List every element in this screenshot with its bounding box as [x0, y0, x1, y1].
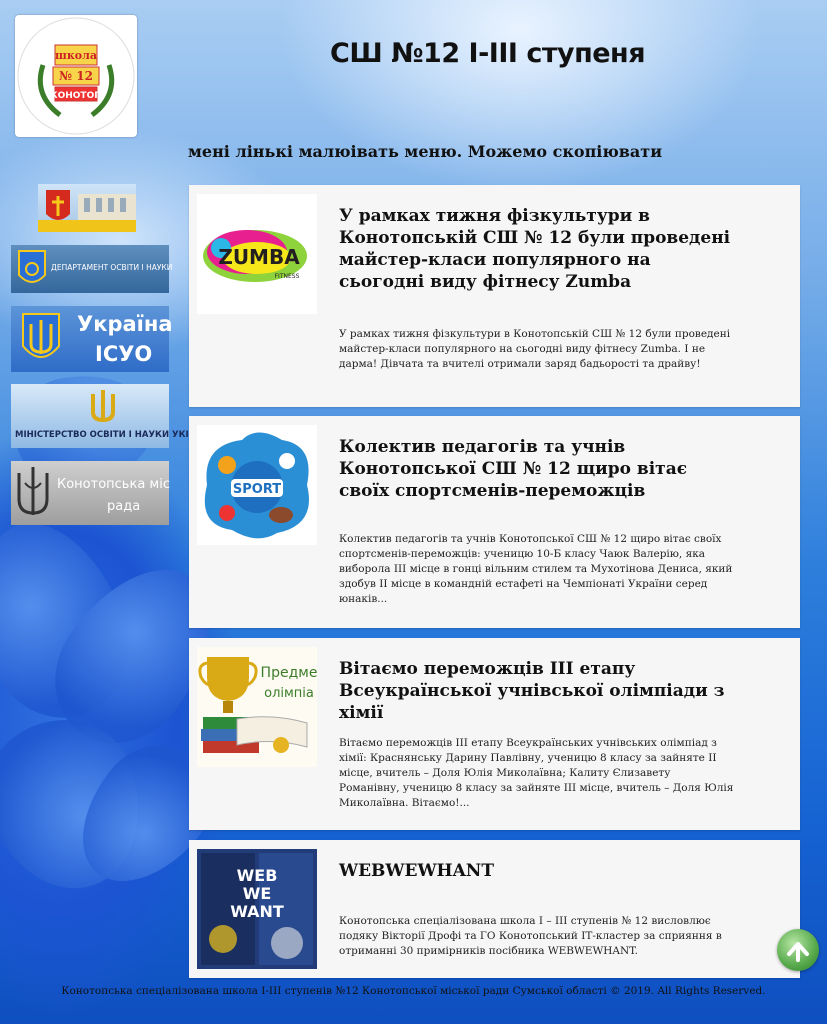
sport-equipment-icon — [197, 425, 317, 545]
sidebar-link-ministry-of-education[interactable] — [11, 384, 189, 448]
zumba-logo-icon — [197, 194, 317, 314]
zumba-logo-subtext: FITNESS — [274, 273, 300, 280]
article-excerpt: Вітаємо переможців ІІІ етапу Всеукраїнських учнівських олімпіад з хімії: Краснянську Дарину Павлівну, ученицю 8 класу за зайняте ІІ місце, вчитель – Доля Юлія Миколаївна; Калиту Єлизавету Романівну, ученицю 8 класу за зайняте ІІІ місце, вчитель – Доля Юлія Миколаївна. Вітаємо!... — [339, 737, 734, 809]
department-shield-icon — [17, 249, 47, 289]
konotop-coat-of-arms-icon — [38, 184, 136, 232]
logo-text-school: школа — [55, 49, 97, 62]
back-to-top-button[interactable] — [777, 929, 819, 971]
webwewant-thumbnail[interactable] — [197, 849, 317, 969]
webwewant-book-cover-icon — [197, 849, 317, 969]
article-card — [189, 638, 800, 830]
article-card — [189, 840, 800, 978]
article-excerpt: У рамках тижня фізкультури в Конотопській СШ № 12 були проведені майстер-класи популярного на сьогодні виду фітнесу Zumba. І не дарма! Дівчата та вчителі отримали заряд бадьорості та драйву! — [339, 328, 731, 370]
chevron-up-icon — [777, 929, 819, 971]
council-trident-icon — [13, 463, 53, 523]
sidebar-link-ukraine-isuo[interactable] — [11, 306, 173, 372]
menu-placeholder-note: мені лінькі малюівать меню. Можемо скопіювати — [188, 142, 663, 161]
logo-text-city: КОНОТОП — [50, 91, 102, 101]
ministry-label: МІНІСТЕРСТВО ОСВІТИ І НАУКИ УКІ — [15, 430, 189, 440]
council-label-line2: рада — [107, 499, 141, 514]
sidebar-link-konotop-city-council[interactable] — [11, 461, 169, 525]
education-department-label: ДЕПАРТАМЕНТ ОСВІТИ І НАУКИ — [51, 263, 173, 272]
trophy-icon — [197, 647, 317, 767]
logo-text-number: № 12 — [59, 69, 93, 83]
isuo-label: ІСУО — [95, 342, 153, 366]
article-title[interactable]: Вітаємо переможців ІІІ етапу Всеукраїнської учнівської олімпіади з хімії — [339, 659, 725, 723]
olympiad-text-line1: Предме — [260, 665, 318, 681]
sidebar-link-konotop-city[interactable] — [38, 184, 136, 232]
sport-logo-text: SPORT — [232, 482, 282, 497]
article-card — [189, 185, 800, 407]
cover-text-line3: WANT — [230, 902, 284, 921]
sport-thumbnail[interactable] — [197, 425, 317, 545]
page-title: СШ №12 І-ІІІ ступеня — [330, 38, 646, 69]
ministry-trident-icon — [85, 386, 121, 426]
olympiad-text-line2: олімпіа — [264, 686, 314, 701]
school-logo-emblem — [15, 15, 137, 137]
article-excerpt: Конотопська спеціалізована школа І – ІІІ ступенів № 12 висловлює подяку Вікторії Дрофі та ГО Конотопський ІТ-кластер за сприяння в отриманні 30 примірників посібника WEBWEWHANT. — [339, 915, 722, 957]
school-logo[interactable] — [15, 15, 137, 137]
cover-text-line1: WEB — [236, 866, 278, 885]
olympiad-thumbnail[interactable] — [197, 647, 317, 767]
cover-text-line2: WE — [242, 884, 272, 903]
article-excerpt: Колектив педагогів та учнів Конотопської СШ № 12 щиро вітає своїх спортсменів-переможців: ученицю 10-Б класу Чаюк Валерію, яка виборола ІІІ місце в гонці вільним стилем та Мухотінова Дениса, який здобув ІІ місце в командній естафеті на Чемпіонаті України серед юнаків... — [339, 533, 733, 605]
ukraine-label: Україна — [77, 312, 173, 336]
council-label-line1: Конотопська міс — [57, 477, 170, 492]
zumba-logo-text: ZUMBA — [218, 245, 300, 269]
article-title[interactable]: У рамках тижня фізкультури в Конотопській СШ № 12 були проведені майстер-класи популярного на сьогодні виду фітнесу Zumba — [339, 206, 731, 292]
sidebar-link-education-department[interactable] — [11, 245, 173, 293]
footer-copyright: Конотопська спеціалізована школа І-ІІІ ступенів №12 Конотопської міської ради Сумської області © 2019. All Rights Reserved. — [61, 985, 766, 997]
zumba-thumbnail[interactable] — [197, 194, 317, 314]
trident-icon — [19, 310, 63, 368]
article-title[interactable]: WEBWEWHANT — [339, 861, 495, 881]
article-card — [189, 416, 800, 628]
article-title[interactable]: Колектив педагогів та учнів Конотопської СШ № 12 щиро вітає своїх спортсменів-переможців — [339, 437, 688, 501]
